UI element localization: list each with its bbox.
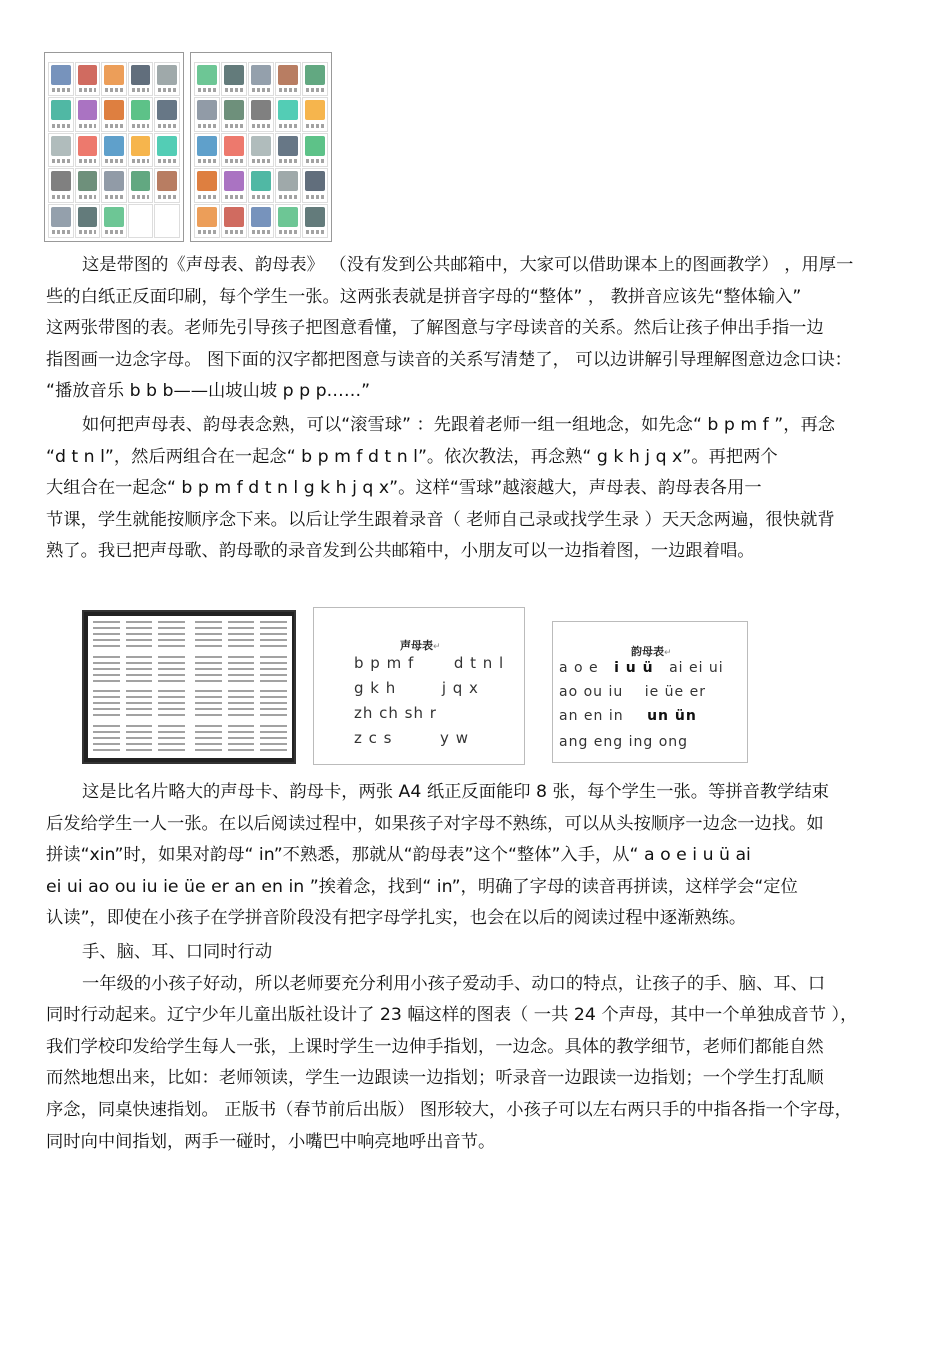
- mini-card: [93, 621, 120, 650]
- caption-text: [225, 88, 243, 92]
- illustration: [251, 136, 271, 156]
- picture-cell: [154, 204, 180, 238]
- caption-text: [279, 88, 297, 92]
- picture-cell: [101, 168, 127, 202]
- caption-text: [225, 124, 243, 128]
- illustration: [157, 171, 177, 191]
- picture-cell: [194, 62, 220, 96]
- caption-text: [132, 124, 150, 128]
- picture-cell: [48, 97, 74, 131]
- text-line: 节课，学生就能按顺序念下来。以后让学生跟着录音（ 老师自己录或找学生录 ）天天念两遍，很快就背: [46, 509, 835, 530]
- illustration: [78, 207, 98, 227]
- text-line: 而然地想出来，比如：老师领读，学生一边跟读一边指划；听录音一边跟读一边指划；一个学生打乱顺: [46, 1068, 824, 1089]
- mini-card: [228, 656, 255, 685]
- text-line: 指图画一边念字母。 图下面的汉字都把图意与读音的关系写清楚了， 可以边讲解引导理解图意边念口诀：: [46, 349, 852, 370]
- picture-cell: [75, 62, 101, 96]
- illustration: [224, 171, 244, 191]
- picture-cell: [275, 97, 301, 131]
- picture-cell: [275, 133, 301, 167]
- text-line: “播放音乐 b b b——山坡山坡 p p p……”: [46, 381, 371, 402]
- shengmu-row: d t n l: [453, 654, 505, 672]
- mini-card: [126, 690, 153, 719]
- picture-cell: [221, 97, 247, 131]
- illustration: [51, 100, 71, 120]
- illustration: [197, 207, 217, 227]
- card-panel-right: [190, 616, 292, 758]
- picture-cell: [154, 168, 180, 202]
- shengmu-row: b p m f: [354, 654, 415, 672]
- illustration: [104, 136, 124, 156]
- caption-text: [79, 230, 97, 234]
- picture-cell: [101, 204, 127, 238]
- caption-text: [79, 195, 97, 199]
- picture-cell: [154, 97, 180, 131]
- illustration: [278, 207, 298, 227]
- text-line: 这是带图的《声母表、韵母表》 （没有发到公共邮箱中，大家可以借助课本上的图画教学） ，用厚一: [82, 255, 854, 275]
- illustration: [251, 65, 271, 85]
- caption-text: [132, 159, 150, 163]
- caption-text: [52, 230, 70, 234]
- illustration: [157, 65, 177, 85]
- illustration: [78, 136, 98, 156]
- illustration: [131, 171, 151, 191]
- illustration: [157, 100, 177, 120]
- caption-text: [105, 159, 123, 163]
- illustration: [251, 207, 271, 227]
- mini-card: [158, 656, 185, 685]
- picture-cell: [221, 133, 247, 167]
- mini-card: [228, 621, 255, 650]
- picture-cell: [248, 97, 274, 131]
- picture-cell: [302, 133, 328, 167]
- caption-text: [252, 230, 270, 234]
- yunmu-row: ai ei ui: [669, 660, 724, 676]
- picture-cell: [275, 168, 301, 202]
- yunmu-table-image: 韵母表↵ a o e i u ü ai ei ui ao ou iu ie üe er an en in un ün ang eng ing ong: [552, 621, 748, 763]
- illustration: [197, 65, 217, 85]
- picture-cell: [194, 204, 220, 238]
- picture-cell: [302, 168, 328, 202]
- illustration: [131, 65, 151, 85]
- picture-cell: [75, 168, 101, 202]
- illustration: [51, 136, 71, 156]
- caption-text: [252, 124, 270, 128]
- picture-cell: [248, 133, 274, 167]
- caption-text: [52, 159, 70, 163]
- picture-cell: [48, 168, 74, 202]
- picture-grid: [194, 62, 328, 238]
- text-line: 后发给学生一人一张。在以后阅读过程中，如果孩子对字母不熟练，可以从头按顺序一边念一边找。如: [46, 813, 824, 834]
- mini-card: [126, 621, 153, 650]
- mini-card: [126, 656, 153, 685]
- caption-text: [306, 159, 324, 163]
- picture-cell: [275, 204, 301, 238]
- mini-card: [260, 690, 287, 719]
- illustration: [278, 100, 298, 120]
- picture-cell: [48, 204, 74, 238]
- caption-text: [105, 195, 123, 199]
- illustration: [104, 207, 124, 227]
- mini-card: [228, 690, 255, 719]
- picture-cell: [302, 204, 328, 238]
- picture-cell: [194, 133, 220, 167]
- caption-text: [132, 195, 150, 199]
- caption-text: [79, 159, 97, 163]
- mini-card: [158, 725, 185, 754]
- caption-text: [225, 230, 243, 234]
- picture-cell: [75, 97, 101, 131]
- mini-card: [228, 725, 255, 754]
- illustration: [305, 136, 325, 156]
- caption-text: [279, 195, 297, 199]
- picture-cell: [128, 204, 154, 238]
- illustration: [251, 100, 271, 120]
- caption-text: [225, 195, 243, 199]
- illustration: [78, 171, 98, 191]
- paragraph-3: [46, 777, 908, 935]
- picture-cell: [221, 168, 247, 202]
- caption-text: [52, 195, 70, 199]
- picture-cell: [248, 62, 274, 96]
- illustration: [224, 100, 244, 120]
- caption-text: [105, 230, 123, 234]
- picture-cell: [302, 97, 328, 131]
- caption-text: [279, 230, 297, 234]
- illustration: [104, 171, 124, 191]
- shengmu-row: zh ch sh r: [354, 704, 437, 722]
- picture-cell: [248, 204, 274, 238]
- yunmu-row: an en in: [559, 708, 624, 724]
- caption-text: [306, 88, 324, 92]
- caption-text: [279, 124, 297, 128]
- caption-text: [105, 124, 123, 128]
- shengmu-row: j q x: [441, 679, 479, 697]
- yunmu-row: ie üe er: [644, 684, 706, 700]
- caption-text: [158, 88, 176, 92]
- text-line: 同时向中间指划，两手一碰时，小嘴巴中响亮地呼出音节。: [46, 1131, 496, 1152]
- caption-text: [158, 124, 176, 128]
- card-panel-left: [88, 616, 190, 758]
- mini-card: [195, 621, 222, 650]
- caption-text: [198, 88, 216, 92]
- caption-text: [105, 88, 123, 92]
- picture-cell: [128, 97, 154, 131]
- picture-cell: [48, 133, 74, 167]
- illustration: [197, 171, 217, 191]
- illustration: [157, 136, 177, 156]
- caption-text: [198, 124, 216, 128]
- mini-card: [195, 725, 222, 754]
- picture-cell: [275, 62, 301, 96]
- picture-cell: [154, 133, 180, 167]
- caption-text: [306, 195, 324, 199]
- picture-cell: [101, 97, 127, 131]
- illustration: [305, 100, 325, 120]
- caption-text: [306, 230, 324, 234]
- sheet-caption: [45, 55, 183, 61]
- picture-cell: [128, 62, 154, 96]
- illustration: [78, 65, 98, 85]
- picture-cell: [75, 204, 101, 238]
- caption-text: [132, 88, 150, 92]
- illustration: [251, 171, 271, 191]
- picture-cell: [75, 133, 101, 167]
- yunmu-picture-sheet: [190, 52, 332, 242]
- picture-cell: [302, 62, 328, 96]
- picture-cell: [194, 97, 220, 131]
- caption-text: [252, 88, 270, 92]
- text-line: ei ui ao ou iu ie üe er an en in ”挨着念，找到“ in”，明确了字母的读音再拼读，这样学会“定位: [46, 876, 798, 897]
- illustration: [131, 100, 151, 120]
- paragraph-1: [46, 250, 908, 408]
- caption-text: [52, 124, 70, 128]
- mini-card: [260, 621, 287, 650]
- picture-cell: [221, 62, 247, 96]
- picture-cell: [128, 133, 154, 167]
- mini-card: [93, 656, 120, 685]
- text-line: 拼读“xin”时，如果对韵母“ in”不熟悉，那就从“韵母表”这个“整体”入手，从“ a o e i u ü ai: [46, 845, 751, 866]
- caption-text: [198, 195, 216, 199]
- illustration: [78, 100, 98, 120]
- mini-card: [158, 621, 185, 650]
- yunmu-table-title: 韵母表: [631, 645, 664, 658]
- picture-cell: [194, 168, 220, 202]
- picture-grid: [48, 62, 180, 238]
- picture-cell: [101, 133, 127, 167]
- text-line: 序念，同桌快速指划。 正版书（春节前后出版） 图形较大，小孩子可以左右两只手的中指各指一个字母，: [46, 1099, 852, 1120]
- text-line: 这两张带图的表。老师先引导孩子把图意看懂，了解图意与字母读音的关系。然后让孩子伸出手指一边: [46, 318, 824, 339]
- illustration: [104, 100, 124, 120]
- paragraph-2: [46, 410, 908, 568]
- yunmu-row: i u ü: [614, 660, 654, 676]
- yunmu-row: ao ou iu: [559, 684, 624, 700]
- text-line: 认读”，即使在小孩子在学拼音阶段没有把字母学扎实，也会在以后的阅读过程中逐渐熟练。: [46, 908, 747, 929]
- illustration: [131, 136, 151, 156]
- picture-cell: [48, 62, 74, 96]
- illustration: [224, 65, 244, 85]
- illustration: [104, 65, 124, 85]
- shengmu-table-title: 声母表: [400, 639, 433, 652]
- mini-card: [260, 656, 287, 685]
- illustration: [278, 171, 298, 191]
- caption-text: [79, 88, 97, 92]
- shengmu-row: y w: [440, 729, 469, 747]
- yunmu-row: un ün: [647, 708, 697, 724]
- illustration: [305, 207, 325, 227]
- text-line: 同时行动起来。辽宁少年儿童出版社设计了 23 幅这样的图表（ 一共 24 个声母，其中一个单独成音节 ），: [46, 1005, 858, 1026]
- illustration: [224, 207, 244, 227]
- mini-card: [93, 690, 120, 719]
- mini-card: [126, 725, 153, 754]
- text-line: 这是比名片略大的声母卡、韵母卡，两张 A4 纸正反面能印 8 张，每个学生一张。等拼音教学结束: [82, 782, 830, 802]
- illustration: [51, 207, 71, 227]
- illustration: [278, 136, 298, 156]
- illustration: [197, 136, 217, 156]
- picture-cell: [221, 204, 247, 238]
- caption-text: [198, 230, 216, 234]
- shengmu-table-image: 声母表↵ b p m f d t n l g k h j q x zh ch sh r z c s y w: [313, 607, 525, 765]
- shengmu-row: g k h: [354, 679, 397, 697]
- yunmu-row: a o e: [559, 660, 599, 676]
- paragraph-4: [46, 937, 908, 1158]
- mini-card: [195, 656, 222, 685]
- illustration: [197, 100, 217, 120]
- illustration: [224, 136, 244, 156]
- text-line: 我们学校印发给学生每人一张，上课时学生一边伸手指划，一边念。具体的教学细节，老师们都能自然: [46, 1036, 824, 1057]
- illustration: [278, 65, 298, 85]
- picture-cell: [248, 168, 274, 202]
- shengmu-row: z c s: [354, 729, 393, 747]
- text-line: 熟了。我已把声母歌、韵母歌的录音发到公共邮箱中，小朋友可以一边指着图，一边跟着唱。: [46, 541, 755, 562]
- mini-card: [93, 725, 120, 754]
- caption-text: [79, 124, 97, 128]
- caption-text: [252, 195, 270, 199]
- section-heading: 手、脑、耳、口同时行动: [82, 942, 273, 962]
- text-line: 些的白纸正反面印刷，每个学生一张。这两张表就是拼音字母的“整体” ， 教拼音应该先“整体输入”: [46, 286, 802, 307]
- illustration: [305, 65, 325, 85]
- sheet-caption: [191, 55, 331, 61]
- caption-text: [198, 159, 216, 163]
- text-line: 一年级的小孩子好动，所以老师要充分利用小孩子爱动手、动口的特点，让孩子的手、脑、耳、口: [82, 973, 826, 994]
- mini-card: [260, 725, 287, 754]
- pinyin-cards-image: [82, 610, 296, 764]
- caption-text: [306, 124, 324, 128]
- text-line: 如何把声母表、韵母表念熟，可以“滚雪球” ：先跟着老师一组一组地念，如先念“ b p m f ”，再念: [82, 415, 836, 435]
- picture-cell: [154, 62, 180, 96]
- caption-text: [279, 159, 297, 163]
- caption-text: [158, 195, 176, 199]
- picture-cell: [128, 168, 154, 202]
- shengmu-picture-sheet: [44, 52, 184, 242]
- text-line: 大组合在一起念“ b p m f d t n l g k h j q x”。这样“雪球”越滚越大，声母表、韵母表各用一: [46, 478, 762, 499]
- yunmu-row: ang eng ing ong: [559, 734, 689, 750]
- caption-text: [158, 159, 176, 163]
- mini-card: [158, 690, 185, 719]
- illustration: [51, 171, 71, 191]
- picture-cell: [101, 62, 127, 96]
- illustration: [51, 65, 71, 85]
- caption-text: [252, 159, 270, 163]
- text-line: “d t n l”，然后两组合在一起念“ b p m f d t n l”。依次教法，再念熟“ g k h j q x”。再把两个: [46, 446, 778, 467]
- caption-text: [52, 88, 70, 92]
- illustration: [305, 171, 325, 191]
- mini-card: [195, 690, 222, 719]
- caption-text: [225, 159, 243, 163]
